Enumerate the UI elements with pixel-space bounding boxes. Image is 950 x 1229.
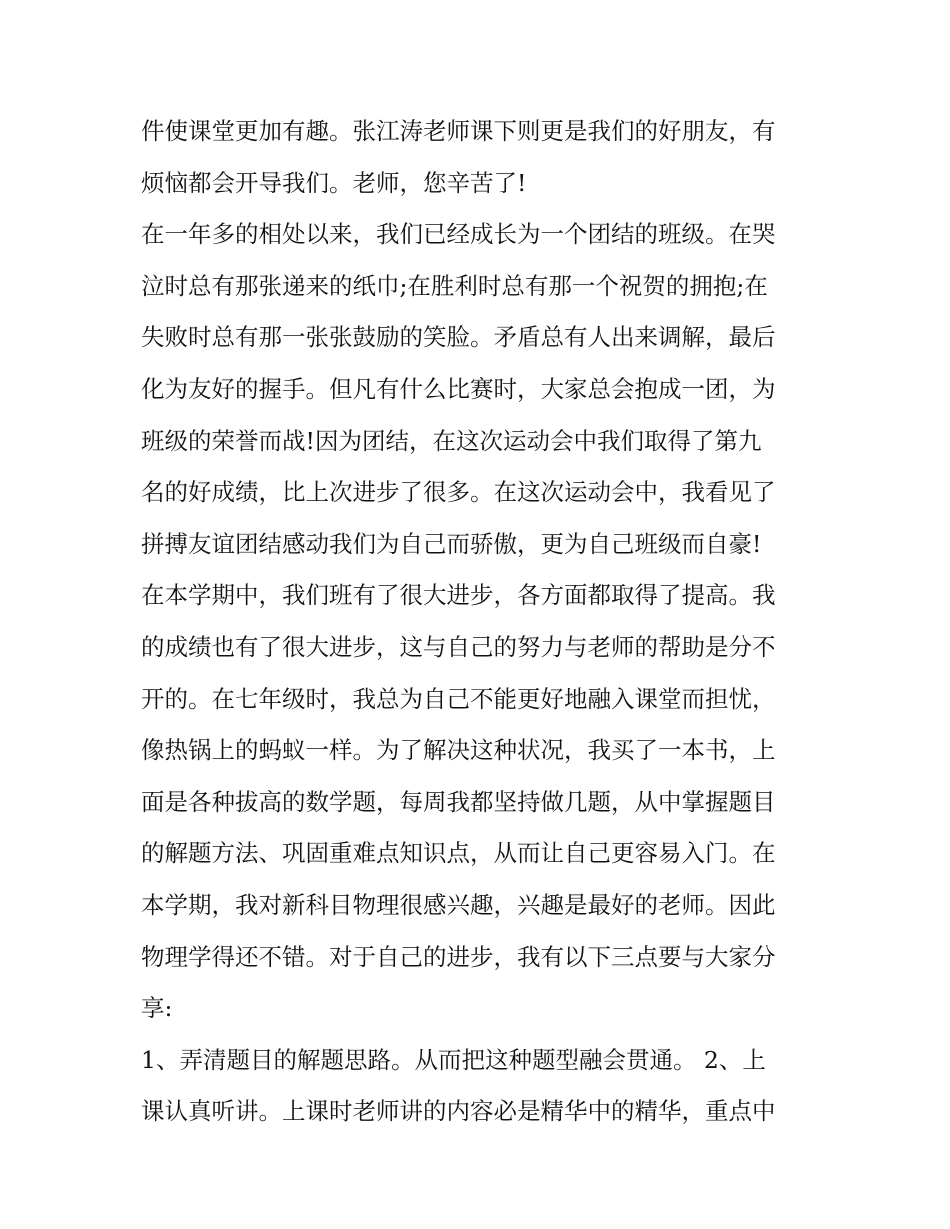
document-body: [141, 106, 821, 1138]
text-line: 烦恼都会开导我们。老师，您辛苦了!: [141, 168, 527, 197]
text-line: 在本学期中，我们班有了很大进步，各方面都取得了提高。我: [141, 581, 776, 610]
text-line: 面是各种拔高的数学题，每周我都坚持做几题，从中掌握题目: [141, 787, 776, 816]
text-line: 的解题方法、巩固重难点知识点，从而让自己更容易入门。在: [141, 839, 776, 868]
text-line: 失败时总有那一张张鼓励的笑脸。矛盾总有人出来调解，最后: [141, 323, 776, 352]
text-line: 1、弄清题目的解题思路。从而把这种题型融会贯通。 2、上: [141, 1045, 766, 1074]
text-line: 享:: [141, 994, 173, 1023]
text-line: 物理学得还不错。对于自己的进步，我有以下三点要与大家分: [141, 942, 776, 971]
text-line: 开的。在七年级时，我总为自己不能更好地融入课堂而担忧，: [141, 684, 776, 713]
text-line: 课认真听讲。上课时老师讲的内容必是精华中的精华，重点中: [141, 1097, 776, 1126]
text-line: 件使课堂更加有趣。张江涛老师课下则更是我们的好朋友，有: [141, 117, 776, 145]
text-line: 泣时总有那张递来的纸巾;在胜利时总有那一个祝贺的拥抱;在: [141, 271, 768, 300]
text-line: 化为友好的握手。但凡有什么比赛时，大家总会抱成一团，为: [141, 374, 776, 403]
text-line: 名的好成绩，比上次进步了很多。在这次运动会中，我看见了: [141, 478, 776, 507]
text-line: 的成绩也有了很大进步，这与自己的努力与老师的帮助是分不: [141, 632, 776, 661]
text-line: 在一年多的相处以来，我们已经成长为一个团结的班级。在哭: [141, 220, 776, 249]
text-line: 班级的荣誉而战!因为团结，在这次运动会中我们取得了第九: [141, 426, 762, 455]
text-line: 像热锅上的蚂蚁一样。为了解决这种状况，我买了一本书，上: [141, 736, 776, 765]
text-line: 拼搏友谊团结感动我们为自己而骄傲，更为自己班级而自豪!: [141, 529, 762, 558]
text-line: 本学期，我对新科目物理很感兴趣，兴趣是最好的老师。因此: [141, 890, 776, 919]
